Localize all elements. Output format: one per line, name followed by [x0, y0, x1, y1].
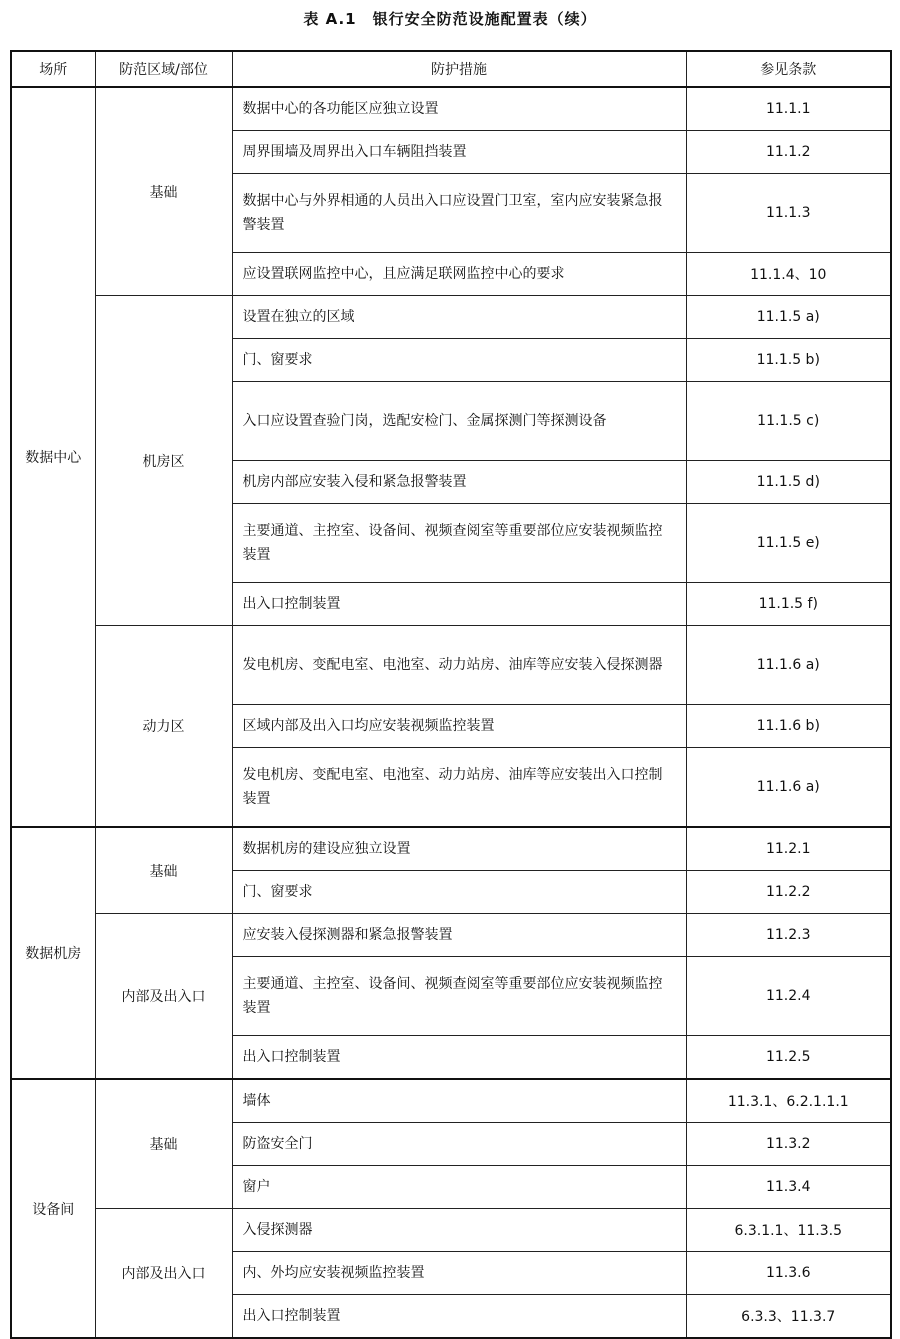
measure-cell: 入侵探测器: [232, 1209, 686, 1252]
ref-cell: 11.2.1: [686, 827, 891, 871]
table-row: [11, 1079, 891, 1123]
ref-cell: 11.1.5 f): [686, 583, 891, 626]
table-title: 表 A.1 银行安全防范设施配置表（续）: [303, 10, 597, 28]
ref-cell: 11.3.2: [686, 1123, 891, 1166]
ref-cell: 11.1.5 a): [686, 296, 891, 339]
ref-cell: 11.1.5 b): [686, 339, 891, 382]
ref-cell: 11.2.3: [686, 914, 891, 957]
ref-cell: 11.2.2: [686, 871, 891, 914]
header-ref: 参见条款: [686, 51, 891, 87]
header-row: [11, 51, 891, 87]
ref-cell: 11.1.5 d): [686, 461, 891, 504]
header-place: 场所: [11, 51, 95, 87]
measure-cell: 主要通道、主控室、设备间、视频查阅室等重要部位应安装视频监控装置: [232, 957, 686, 1036]
zone-cell: 内部及出入口: [95, 1209, 232, 1339]
ref-cell: 6.3.3、11.3.7: [686, 1295, 891, 1339]
measure-cell: 出入口控制装置: [232, 583, 686, 626]
measure-cell: 出入口控制装置: [232, 1295, 686, 1339]
measure-cell: 周界围墙及周界出入口车辆阻挡装置: [232, 131, 686, 174]
ref-cell: 6.3.1.1、11.3.5: [686, 1209, 891, 1252]
security-config-table: [10, 50, 892, 1339]
measure-cell: 发电机房、变配电室、电池室、动力站房、油库等应安装入侵探测器: [232, 626, 686, 705]
table-row: [11, 827, 891, 871]
measure-cell: 应设置联网监控中心，且应满足联网监控中心的要求: [232, 253, 686, 296]
ref-cell: 11.2.4: [686, 957, 891, 1036]
measure-cell: 墙体: [232, 1079, 686, 1123]
zone-cell: 内部及出入口: [95, 914, 232, 1080]
measure-cell: 应安装入侵探测器和紧急报警装置: [232, 914, 686, 957]
measure-cell: 窗户: [232, 1166, 686, 1209]
measure-cell: 内、外均应安装视频监控装置: [232, 1252, 686, 1295]
ref-cell: 11.1.2: [686, 131, 891, 174]
ref-cell: 11.3.4: [686, 1166, 891, 1209]
place-cell: 数据机房: [11, 827, 95, 1079]
ref-cell: 11.1.5 c): [686, 382, 891, 461]
place-cell: 数据中心: [11, 87, 95, 827]
ref-cell: 11.1.3: [686, 174, 891, 253]
measure-cell: 出入口控制装置: [232, 1036, 686, 1080]
table-row: [11, 1209, 891, 1252]
measure-cell: 发电机房、变配电室、电池室、动力站房、油库等应安装出入口控制装置: [232, 748, 686, 828]
ref-cell: 11.1.5 e): [686, 504, 891, 583]
measure-cell: 防盗安全门: [232, 1123, 686, 1166]
ref-cell: 11.1.6 a): [686, 748, 891, 828]
measure-cell: 门、窗要求: [232, 339, 686, 382]
header-zone: 防范区域/部位: [95, 51, 232, 87]
measure-cell: 入口应设置查验门岗，选配安检门、金属探测门等探测设备: [232, 382, 686, 461]
table-row: [11, 87, 891, 131]
measure-cell: 数据中心与外界相通的人员出入口应设置门卫室，室内应安装紧急报警装置: [232, 174, 686, 253]
measure-cell: 数据机房的建设应独立设置: [232, 827, 686, 871]
zone-cell: 动力区: [95, 626, 232, 828]
ref-cell: 11.3.6: [686, 1252, 891, 1295]
zone-cell: 机房区: [95, 296, 232, 626]
ref-cell: 11.2.5: [686, 1036, 891, 1080]
measure-cell: 门、窗要求: [232, 871, 686, 914]
measure-cell: 区域内部及出入口均应安装视频监控装置: [232, 705, 686, 748]
ref-cell: 11.1.6 b): [686, 705, 891, 748]
table-row: [11, 296, 891, 339]
measure-cell: 机房内部应安装入侵和紧急报警装置: [232, 461, 686, 504]
measure-cell: 数据中心的各功能区应独立设置: [232, 87, 686, 131]
zone-cell: 基础: [95, 827, 232, 914]
place-cell: 设备间: [11, 1079, 95, 1338]
header-measure: 防护措施: [232, 51, 686, 87]
ref-cell: 11.1.6 a): [686, 626, 891, 705]
ref-cell: 11.1.4、10: [686, 253, 891, 296]
ref-cell: 11.1.1: [686, 87, 891, 131]
measure-cell: 主要通道、主控室、设备间、视频查阅室等重要部位应安装视频监控装置: [232, 504, 686, 583]
zone-cell: 基础: [95, 1079, 232, 1209]
zone-cell: 基础: [95, 87, 232, 296]
ref-cell: 11.3.1、6.2.1.1.1: [686, 1079, 891, 1123]
table-row: [11, 626, 891, 705]
table-row: [11, 914, 891, 957]
measure-cell: 设置在独立的区域: [232, 296, 686, 339]
